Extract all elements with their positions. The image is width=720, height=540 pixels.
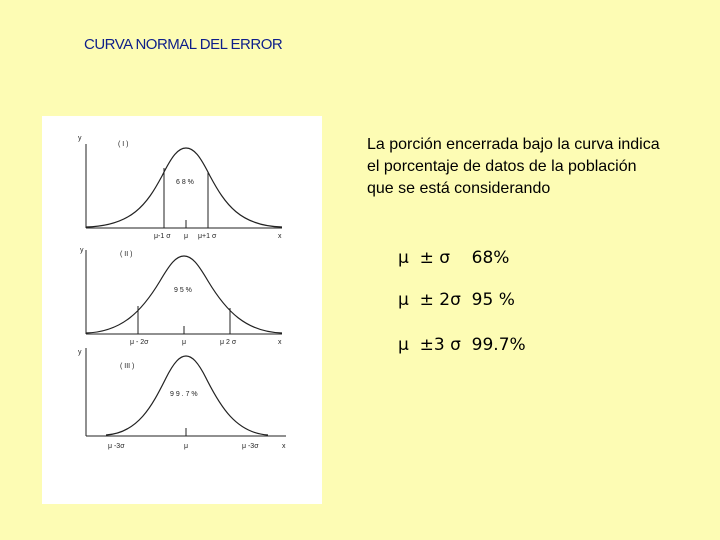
panel-1-tick-lower: μ-1 σ <box>154 233 171 240</box>
panel-1 <box>78 135 282 240</box>
panel-3 <box>78 348 286 450</box>
panel-2 <box>80 247 282 346</box>
panel-1-tick-mean: μ <box>184 233 189 240</box>
panel-2-percent: 9 5 % <box>174 287 192 294</box>
panel-1-percent: 6 8 % <box>176 179 194 186</box>
panel-3-label: ( III ) <box>120 363 135 370</box>
rule-one-sigma: μ ± σ 68% <box>398 248 510 268</box>
panel-1-y-label: y <box>78 135 82 142</box>
panel-2-y-label: y <box>80 247 84 254</box>
panel-2-curve <box>86 256 282 333</box>
normal-curves-svg <box>42 116 322 504</box>
panel-2-x-label: x <box>278 339 282 346</box>
panel-2-tick-mean: μ <box>182 339 187 346</box>
panel-1-x-label: x <box>278 233 282 240</box>
panel-1-curve <box>86 148 282 227</box>
panel-1-label: ( I ) <box>118 141 129 148</box>
panel-2-tick-upper: μ 2 σ <box>220 339 237 346</box>
panel-3-percent: 9 9 . 7 % <box>170 391 198 398</box>
panel-3-x-label: x <box>282 443 286 450</box>
panel-2-tick-lower: μ - 2σ <box>130 339 149 346</box>
slide-title: CURVA NORMAL DEL ERROR <box>84 36 283 53</box>
panel-3-tick-mean: μ <box>184 443 189 450</box>
rule-two-sigma: μ ± 2σ 95 % <box>398 290 515 310</box>
panel-2-label: ( II ) <box>120 251 133 258</box>
panel-3-tick-upper: μ -3σ <box>242 443 259 450</box>
description-text: La porción encerrada bajo la curva indica el porcentaje de datos de la población que se está considerando <box>367 136 660 197</box>
normal-curves-figure <box>42 116 322 504</box>
panel-1-tick-upper: μ+1 σ <box>198 233 217 240</box>
panel-3-tick-lower: μ -3σ <box>108 443 125 450</box>
panel-3-y-label: y <box>78 349 82 356</box>
rule-three-sigma: μ ±3 σ 99.7% <box>398 335 526 355</box>
